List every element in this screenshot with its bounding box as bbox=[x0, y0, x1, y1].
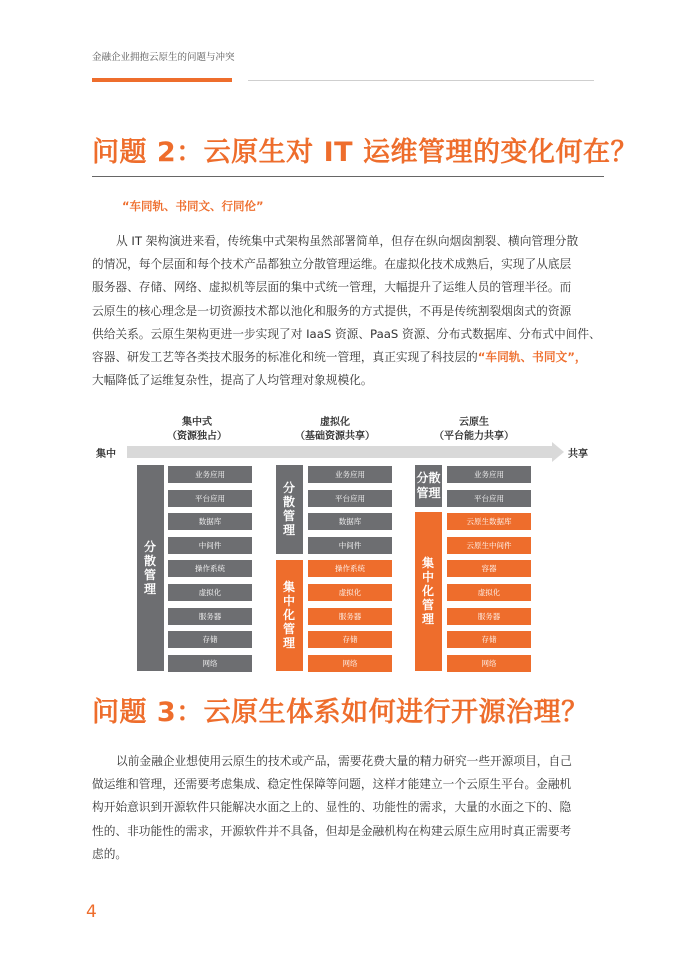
paragraph-line-with-highlight bbox=[92, 346, 596, 369]
stack-layer-cell: 服务器 bbox=[168, 608, 252, 625]
stage-name: 集中式 bbox=[182, 417, 212, 428]
stack-layer-cell: 网络 bbox=[168, 655, 252, 672]
stack-layer-cell: 平台应用 bbox=[168, 490, 252, 507]
section-2-slogan: “车同轨、书同文、行同伦” bbox=[122, 199, 264, 213]
page-number: 4 bbox=[86, 902, 97, 922]
highlight-text: “车同轨、书同文”， bbox=[477, 350, 587, 365]
arrow-head-icon bbox=[552, 442, 564, 462]
stack-layer-cell: 云原生数据库 bbox=[447, 513, 531, 530]
stage-sub: （基础资源共享） bbox=[295, 431, 375, 442]
stack-layer-cell: 服务器 bbox=[447, 608, 531, 625]
paragraph-line: 性的、非功能性的需求，开源软件并不具备，但却是金融机构在构建云原生应用时真正需要考 bbox=[92, 823, 572, 838]
dispersed-management-label bbox=[416, 471, 441, 501]
axis-label-left: 集中 bbox=[96, 449, 116, 460]
stack-layer-cell: 业务应用 bbox=[308, 466, 392, 483]
dispersed-management-label: 分散管理 bbox=[143, 540, 156, 596]
axis-label-right: 共享 bbox=[568, 449, 588, 460]
stack-layer-cell: 平台应用 bbox=[308, 490, 392, 507]
stage-label-cloud-native bbox=[414, 416, 534, 444]
stack-layer-cell: 存储 bbox=[168, 631, 252, 648]
stack-layer-cell: 虚拟化 bbox=[447, 584, 531, 601]
centralized-management-bar bbox=[415, 512, 442, 671]
stage-name: 云原生 bbox=[459, 417, 489, 428]
label-line: 管理 bbox=[416, 486, 441, 500]
stack-layer-cell: 网络 bbox=[308, 655, 392, 672]
dispersed-management-bar bbox=[276, 465, 303, 554]
section-2-rule bbox=[92, 176, 604, 177]
header-accent-bar bbox=[92, 78, 232, 82]
paragraph-line: 构开始意识到开源软件只能解决水面之上的、显性的、功能性的需求，大量的水面之下的、隐 bbox=[92, 800, 572, 815]
paragraph-line: 供给关系。云原生架构更进一步实现了对 IaaS 资源、PaaS 资源、分布式数据库、分布式中间件、 bbox=[92, 326, 601, 341]
stack-layer-cell: 中间件 bbox=[308, 537, 392, 554]
centralized-management-label: 集中化管理 bbox=[421, 556, 434, 626]
dispersed-management-bar bbox=[415, 465, 442, 507]
stack-layer-cell: 业务应用 bbox=[447, 466, 531, 483]
stack-layer-cell: 虚拟化 bbox=[168, 584, 252, 601]
stage-sub: （资源独占） bbox=[167, 431, 227, 442]
section-3-title: 问题 3：云原生体系如何进行开源治理？ bbox=[92, 697, 589, 728]
paragraph-line-text: 容器、研发工艺等各类技术服务的标准化和统一管理，真正实现了科技层的 bbox=[92, 350, 478, 365]
paragraph-line: 的情况，每个层面和每个技术产品都独立分散管理运维。在虚拟化技术成熟后，实现了从底层 bbox=[92, 257, 572, 272]
stack-layer-cell: 虚拟化 bbox=[308, 584, 392, 601]
stack-layer-cell: 数据库 bbox=[168, 513, 252, 530]
stage-label-virtualization bbox=[275, 416, 395, 444]
paragraph-line: 大幅降低了运维复杂性，提高了人均管理对象规模化。 bbox=[92, 373, 373, 388]
stack-layer-cell: 存储 bbox=[308, 631, 392, 648]
stack-layer-cell: 操作系统 bbox=[308, 560, 392, 577]
stage-label-centralized bbox=[137, 416, 257, 444]
stack-layer-cell: 云原生中间件 bbox=[447, 537, 531, 554]
dispersed-management-bar bbox=[137, 465, 164, 671]
stack-layer-cell: 存储 bbox=[447, 631, 531, 648]
stack-layer-cell: 数据库 bbox=[308, 513, 392, 530]
stage-sub: （平台能力共享） bbox=[434, 431, 514, 442]
evolution-arrow-bar bbox=[127, 446, 554, 458]
section-2-title: 问题 2：云原生对 IT 运维管理的变化何在？ bbox=[92, 137, 638, 168]
header-rule bbox=[248, 80, 594, 81]
paragraph-line: 做运维和管理，还需要考虑集成、稳定性保障等问题，这样才能建立一个云原生平台。金融机 bbox=[92, 777, 572, 792]
stack-layer-cell: 服务器 bbox=[308, 608, 392, 625]
paragraph-line: 云原生的核心理念是一切资源技术都以池化和服务的方式提供，不再是传统割裂烟囱式的资源 bbox=[92, 303, 572, 318]
section-2-paragraph bbox=[92, 230, 601, 392]
stack-layer-cell: 平台应用 bbox=[447, 490, 531, 507]
running-header: 金融企业拥抱云原生的问题与冲突 bbox=[92, 52, 235, 63]
centralized-management-bar bbox=[276, 560, 303, 671]
paragraph-line: 以前金融企业想使用云原生的技术或产品，需要花费大量的精力研究一些开源项目，自己 bbox=[116, 754, 572, 768]
stage-name: 虚拟化 bbox=[320, 417, 350, 428]
section-3-paragraph bbox=[92, 750, 596, 866]
centralized-management-label: 集中化管理 bbox=[282, 580, 295, 650]
paragraph-line: 服务器、存储、网络、虚拟机等层面的集中式统一管理，大幅提升了运维人员的管理半径。而 bbox=[92, 280, 572, 295]
paragraph-line: 虑的。 bbox=[92, 846, 128, 861]
label-line: 分散 bbox=[416, 471, 441, 485]
stack-layer-cell: 中间件 bbox=[168, 537, 252, 554]
stack-layer-cell: 操作系统 bbox=[168, 560, 252, 577]
stack-layer-cell: 容器 bbox=[447, 560, 531, 577]
paragraph-line: 从 IT 架构演进来看，传统集中式架构虽然部署简单，但存在纵向烟囱割裂、横向管理分散 bbox=[116, 234, 579, 248]
dispersed-management-label: 分散管理 bbox=[282, 481, 295, 537]
stack-layer-cell: 网络 bbox=[447, 655, 531, 672]
stack-layer-cell: 业务应用 bbox=[168, 466, 252, 483]
